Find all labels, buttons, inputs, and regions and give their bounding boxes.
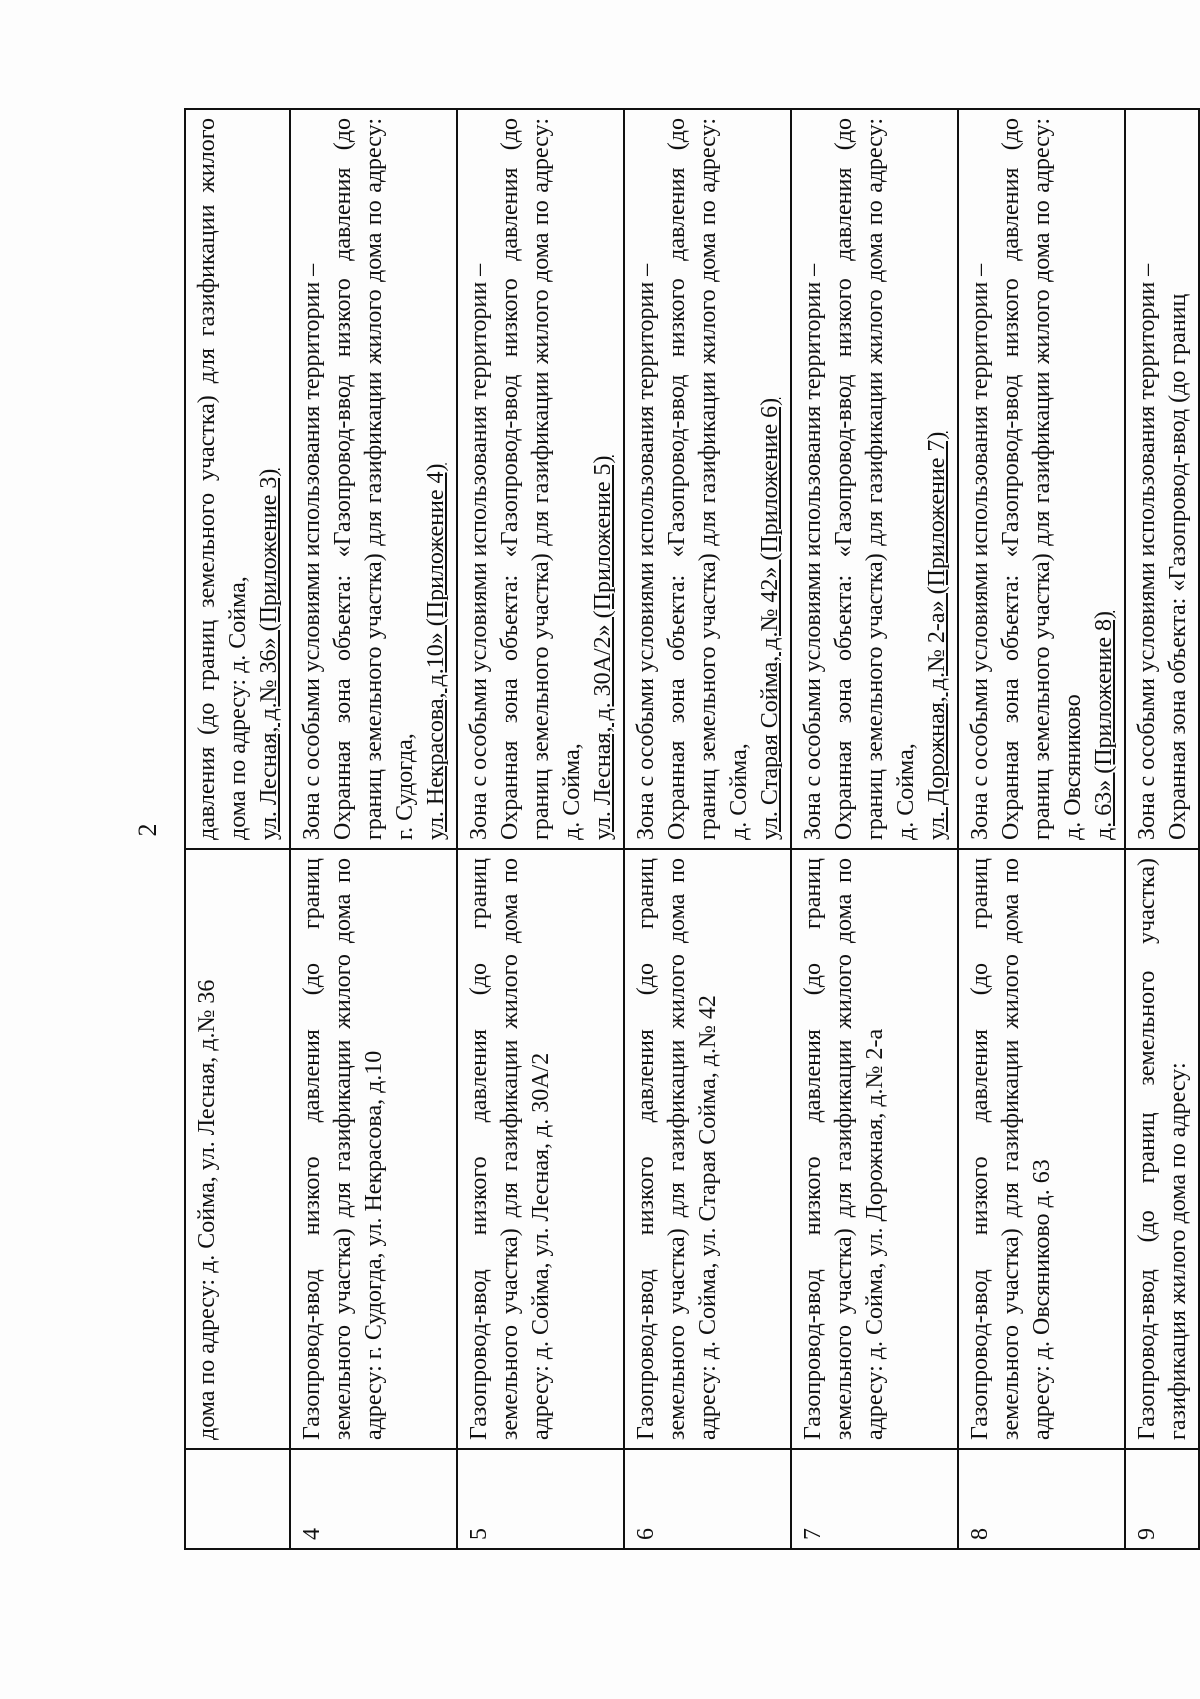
- row-number: 8: [958, 1449, 1125, 1549]
- table-row: [290, 109, 457, 1549]
- zone-body: Охранная зона объекта: «Газопровод-ввод низкого давления (до границ земельного участка) для газификации жилого дома по адресу: д. Сойма,: [831, 118, 919, 840]
- table-row: [958, 109, 1125, 1549]
- rotated-sheet: [120, 110, 1191, 1550]
- zone-reference: ул. Дорожная, д.№ 2-а» (Приложение 7): [924, 431, 950, 840]
- zone-description: [958, 109, 1125, 849]
- zone-body: Охранная зона объекта: «Газопровод-ввод низкого давления (до границ земельного участка) для газификации жилого дома по адресу: д. Овсяниково: [998, 118, 1086, 840]
- zone-description: [290, 109, 457, 849]
- zone-reference: ул. Лесная, д. 30А/2» (Приложение 5): [590, 455, 616, 840]
- zone-description: [185, 109, 290, 849]
- zone-title: давления (до границ земельного участка) для газификации жилого дома по адресу: д. Сойма,: [194, 118, 251, 840]
- row-number: 9: [1125, 1449, 1199, 1549]
- row-number: 7: [791, 1449, 958, 1549]
- zone-reference: д. 63» (Приложение 8): [1091, 610, 1117, 840]
- page-number: 2: [133, 823, 162, 837]
- zone-title: Зона с особыми условиями использования территории –: [466, 263, 492, 840]
- table-row: [185, 109, 290, 1549]
- object-description: Газопровод-ввод (до границ земельного участка) газификация жилого дома по адресу:: [1125, 849, 1199, 1449]
- table-row: [1125, 109, 1199, 1549]
- object-description: Газопровод-ввод низкого давления (до границ земельного участка) для газификации жилого дома по адресу: д. Сойма, ул. Лесная, д. 30А/2: [457, 849, 624, 1449]
- zone-title: Зона с особыми условиями использования территории –: [1134, 263, 1160, 840]
- table-row: [457, 109, 624, 1549]
- row-number: 6: [624, 1449, 791, 1549]
- object-description: дома по адресу: д. Сойма, ул. Лесная, д.№ 36: [185, 849, 290, 1449]
- zones-table: [184, 108, 1200, 1550]
- zone-title: Зона с особыми условиями использования территории –: [299, 263, 325, 840]
- zone-title: Зона с особыми условиями использования территории –: [800, 263, 826, 840]
- row-number: 5: [457, 1449, 624, 1549]
- zone-description: [1125, 109, 1199, 849]
- zone-body: Охранная зона объекта: «Газопровод-ввод низкого давления (до границ земельного участка) для газификации жилого дома по адресу: д. Сойма,: [497, 118, 585, 840]
- zone-reference: ул. Лесная, д.№ 36» (Приложение 3): [256, 468, 282, 840]
- zone-body: Охранная зона объекта: «Газопровод-ввод (до границ: [1165, 293, 1191, 840]
- row-number: [185, 1449, 290, 1549]
- zone-title: Зона с особыми условиями использования территории –: [967, 263, 993, 840]
- zone-reference: ул. Старая Сойма, д.№ 42» (Приложение 6): [757, 397, 783, 840]
- zone-title: Зона с особыми условиями использования территории –: [633, 263, 659, 840]
- row-number: 4: [290, 1449, 457, 1549]
- zone-body: Охранная зона объекта: «Газопровод-ввод низкого давления (до границ земельного участка) для газификации жилого дома по адресу: д. Сойма,: [664, 118, 752, 840]
- zone-reference: ул. Некрасова, д.10» (Приложение 4): [423, 463, 449, 840]
- zone-description: [791, 109, 958, 849]
- object-description: Газопровод-ввод низкого давления (до границ земельного участка) для газификации жилого дома по адресу: д. Овсяниково д. 63: [958, 849, 1125, 1449]
- table-row: [624, 109, 791, 1549]
- zone-description: [624, 109, 791, 849]
- object-description: Газопровод-ввод низкого давления (до границ земельного участка) для газификации жилого дома по адресу: г. Судогда, ул. Некрасова, д.10: [290, 849, 457, 1449]
- object-description: Газопровод-ввод низкого давления (до границ земельного участка) для газификации жилого дома по адресу: д. Сойма, ул. Дорожная, д.№ 2-а: [791, 849, 958, 1449]
- table-row: [791, 109, 958, 1549]
- zone-body: Охранная зона объекта: «Газопровод-ввод низкого давления (до границ земельного участка) для газификации жилого дома по адресу: г. Судогда,: [330, 118, 418, 840]
- object-description: Газопровод-ввод низкого давления (до границ земельного участка) для газификации жилого дома по адресу: д. Сойма, ул. Старая Сойма, д.№ 42: [624, 849, 791, 1449]
- zone-description: [457, 109, 624, 849]
